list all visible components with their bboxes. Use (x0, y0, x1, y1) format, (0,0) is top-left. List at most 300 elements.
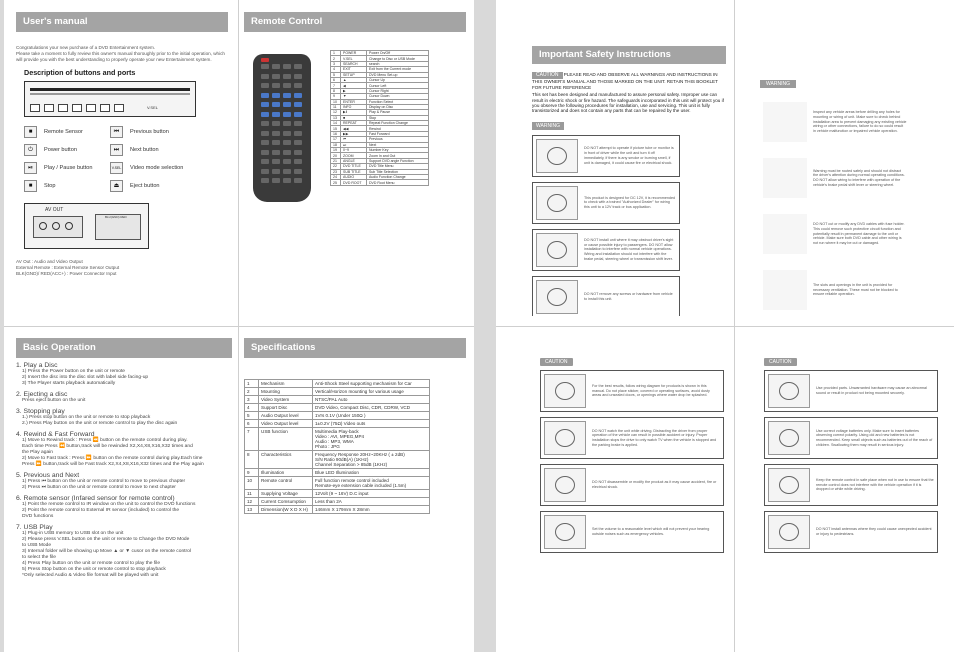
key-number: 5 (331, 72, 341, 77)
instruction-illustration (544, 515, 586, 549)
faceplate-key (86, 104, 96, 112)
key-number: 21 (331, 158, 341, 163)
safety-title: Important Safety Instructions (532, 46, 726, 64)
basic-operation-panel (16, 338, 232, 648)
rear-ports-diagram (24, 203, 149, 249)
key-number: 11 (331, 104, 341, 109)
button-legend-item (110, 143, 206, 157)
warning-illustration (763, 270, 807, 310)
button-legend-label: Remote Sensor (44, 129, 83, 136)
remote-key (283, 64, 291, 69)
remote-key (261, 159, 269, 164)
caution-tag: CAUTION (532, 72, 563, 79)
right-sheet (496, 0, 954, 652)
spec-row (245, 506, 430, 514)
instruction-illustration (536, 233, 578, 267)
remote-key (272, 102, 280, 107)
intro-text: Congratulations your new purchase of a DVD Entertainment system. Please take a moment to fully review this owner's manual thoroughly prior to the initial operation, which will provide you with the best understanding to properly operate your new Entertainment system. (16, 45, 225, 62)
button-legend-item (24, 161, 110, 175)
remote-key (272, 112, 280, 117)
specifications-panel (244, 338, 466, 648)
button-legend-label: Play / Pause button (44, 165, 93, 172)
faceplate-key (30, 104, 40, 112)
spec-name: Remote control (259, 477, 313, 490)
key-number: 23 (331, 169, 341, 174)
key-name: AUDIO (341, 174, 367, 179)
faceplate-key (44, 104, 54, 112)
remote-power-key (261, 58, 269, 62)
key-function: Fast Forward (367, 131, 429, 136)
button-legend-label: Eject button (130, 183, 160, 190)
operation-line: 2) Please press V.SEL button on the unit or remote to Change the DVD Mode (22, 537, 190, 542)
remote-key (283, 74, 291, 79)
spec-value: Multimedia Play-back Video : AVI, MPEG,MP4 Audio : MP3, WMA Photo : JPG (313, 428, 430, 451)
instruction-text: For the best results, follow wiring diagram for products is shown in this manual. Do not place sticker, covered or operating surfaces, avoid dusty areas and unsealed doors, or openings where water drop be splashed. (592, 383, 710, 398)
instruction-illustration (768, 468, 810, 502)
key-number: 10 (331, 99, 341, 104)
key-number: 19 (331, 148, 341, 153)
spec-number: 13 (245, 506, 259, 514)
key-function: Audio Function Change (367, 174, 429, 179)
button-icon: ⏯ (24, 162, 37, 174)
instruction-text: Keep the remote control in safe place when not in use to ensure that the remote control does not interfere with the vehicle operation if it is dropped or while while driving. (816, 477, 934, 492)
key-function: Cursor Left (367, 83, 429, 88)
key-function: Play & Pause (367, 110, 429, 115)
spec-value: Less than 2A (313, 498, 430, 506)
key-number: 13 (331, 115, 341, 120)
operation-line: Each time Press ⏪ button,track will be rewinded X2,X4,X8,X16,X32 times and (22, 444, 193, 449)
button-legend-item (110, 161, 206, 175)
key-name: ⏮ (341, 137, 367, 142)
key-number: 18 (331, 142, 341, 147)
faceplate-key (114, 104, 124, 112)
instruction-text: DO NOT watch the unit while driving. Distracting the driver from proper operation of the vehicle can result in possible accident or injury. Proper installation stops the drive to only watch TV when the vehicle is stopped and the parking brake is applied. (592, 428, 717, 447)
spec-row (245, 388, 430, 396)
spec-name: Characteristics (259, 451, 313, 469)
instruction-box (532, 182, 680, 224)
operation-line: 1) Plug-in USB memory to USB slot on the unit (22, 531, 124, 536)
instruction-text: This product is designed for DC 12V, it is recommended to check with a trained "Authorized Dealer" for wiring this unit to a 12V track or bus application. (584, 195, 676, 210)
spec-number: 12 (245, 498, 259, 506)
key-function: Stop (367, 115, 429, 120)
remote-key (261, 83, 269, 88)
remote-key (261, 93, 269, 98)
key-number: 7 (331, 83, 341, 88)
key-name: ANGLE (341, 158, 367, 163)
warning-panel (760, 72, 910, 312)
instruction-illustration (544, 468, 586, 502)
key-function: DVD Menu Set-up (367, 72, 429, 77)
spec-row (245, 380, 430, 388)
remote-key (261, 112, 269, 117)
operation-line: 2.) Press Play button on the unit or remote control to play the disc again (22, 421, 178, 426)
instruction-illustration (768, 515, 810, 549)
operation-heading: 1. Play a Disc (16, 362, 58, 369)
button-icon: ■ (24, 126, 37, 138)
spec-value: NTSC/PAL Auto (313, 396, 430, 404)
operation-line: 2) Press ⏭ button on the unit or remote control to move to next chapter (22, 485, 176, 490)
remote-key (294, 121, 302, 126)
button-legend-item (24, 179, 110, 193)
button-legend-label: Stop (44, 183, 56, 190)
remote-key (272, 131, 280, 136)
operation-line: the Play again (22, 450, 53, 455)
remote-key-row (331, 180, 429, 185)
operation-line: 2) Insert the disc into the disc slot with label side facing-up (22, 375, 149, 380)
warning2-tag: WARNING (760, 80, 796, 88)
remote-key (294, 64, 302, 69)
spec-value: Anti-Shock Steel supporting mechanism for Car (313, 380, 430, 388)
caution-panel-2 (764, 350, 938, 645)
key-function: Cursor Up (367, 77, 429, 82)
key-number: 17 (331, 137, 341, 142)
operation-heading: 6. Remote sensor (Infared sensor for remote control) (16, 495, 175, 502)
spec-number: 7 (245, 428, 259, 451)
operation-line: 2) Point the remote control to External IR sensor (included) to control the (22, 508, 180, 513)
key-name: ▲ (341, 77, 367, 82)
key-number: 24 (331, 174, 341, 179)
remote-key (272, 159, 280, 164)
basic-operation-title: Basic Operation (16, 338, 232, 358)
instruction-box (764, 370, 938, 412)
key-name: REPEAT (341, 121, 367, 126)
operation-line: 1) Press the Power button on the unit or remote (22, 369, 126, 374)
users-manual-panel (16, 12, 228, 317)
power-connector-label: BLU(GND) RED (105, 215, 127, 220)
key-name: EXIT (341, 67, 367, 72)
specifications-table (244, 379, 430, 514)
instruction-text: DO NOT attempt to operate if picture tube or monitor is in front of driver while the unit and turn it off immediately, if there is any smoke or burning smell, if unit is damaged, it could cause fire or electrical shock. (584, 146, 674, 165)
remote-key (272, 121, 280, 126)
users-manual-title: User's manual (16, 12, 228, 32)
instruction-illustration (544, 421, 586, 455)
remote-key (294, 112, 302, 117)
spec-number: 9 (245, 469, 259, 477)
warning-text: The slots and openings in the unit is provided for necessary ventilation. These must not be blocked to ensure reliable operation. (813, 282, 898, 297)
key-function: Zoom In and Out (367, 153, 429, 158)
spec-name: USB function (259, 428, 313, 451)
instruction-illustration (536, 186, 578, 220)
operation-heading: 5. Previous and Next (16, 472, 80, 479)
remote-key-row (331, 158, 429, 163)
spec-number: 10 (245, 477, 259, 490)
operation-heading: 7. USB Play (16, 524, 53, 531)
instruction-text: Set the volume to a reasonable level which will not prevent your hearing outside noises such as emergency vehicles. (592, 527, 710, 536)
remote-control-panel (244, 12, 466, 317)
instruction-box (540, 464, 724, 506)
remote-key (283, 83, 291, 88)
operation-line: 1.) Press stop button on the unit or remote to stop playback (22, 415, 151, 420)
key-name: SUB TITLE (341, 169, 367, 174)
key-number: 12 (331, 110, 341, 115)
remote-key (283, 93, 291, 98)
operation-line: to select the file (22, 555, 56, 560)
illustration-shape (779, 382, 799, 400)
instruction-text: Use provided parts. Unwarranted hardware may cause an abnormal sound or result in product not being mounted securely. (816, 386, 927, 395)
instruction-illustration (536, 139, 578, 173)
spec-name: Support Disc (259, 404, 313, 412)
illustration-shape (779, 476, 799, 494)
spec-name: Video Output level (259, 420, 313, 428)
specifications-title: Specifications (244, 338, 466, 358)
spec-row (245, 469, 430, 477)
remote-key (272, 64, 280, 69)
button-icon: ⏻ (24, 144, 37, 156)
instruction-illustration (768, 374, 810, 408)
spec-value: 12Volt (9 ~ 16V) D.C input (313, 490, 430, 498)
remote-key (272, 93, 280, 98)
safety-body: This set has been designed and manufactured to assure personal safety. Improper use can result in electric shock or fire hazard. The safeguards incorporated in this unit will protect you if you observe the following procedures for installation, use and servicing. This unit is fully transistorized and does not contain any parts that can be repaired by the user. (532, 92, 724, 114)
description-title: Description of buttons and ports (24, 68, 136, 78)
operation-line: to USB Mode (22, 543, 52, 548)
key-function: Display on Disc (367, 104, 429, 109)
instruction-illustration (768, 421, 810, 455)
warning-text: DO NOT cut or modify any DVD cables with fuse holder. This could remove such protective circuit function and potentially result in permanent damage to the unit or vehicle. Make sure both DVD cable and other wiring is not run where it may be cut or damaged. (813, 222, 905, 246)
operation-line: Press ⏩ button,track will be Fast track X2,X4,X8,X16,X32 times and the Play again (22, 462, 204, 467)
illustration-shape (547, 194, 567, 212)
instruction-box (540, 370, 724, 412)
spec-row (245, 477, 430, 490)
key-number: 8 (331, 88, 341, 93)
key-function: Sub Title Selection (367, 169, 429, 174)
spec-value: 1±0.2V (75Ω) Video outs (313, 420, 430, 428)
key-number: 14 (331, 121, 341, 126)
remote-key (294, 83, 302, 88)
key-function: Power On/Off (367, 51, 429, 56)
remote-key (261, 121, 269, 126)
remote-key (294, 74, 302, 79)
key-name: ▼ (341, 94, 367, 99)
warning-item (760, 206, 910, 262)
instruction-text: DO NOT install unit where it may obstruct driver's sight or cause possible injury to passengers. DO NOT allow installation to interfere with normal vehicle operations. Wiring and installation should not interfere with the brake pedal, steering wheel or transmission shift lever. (584, 238, 674, 261)
spec-number: 2 (245, 388, 259, 396)
remote-key (283, 159, 291, 164)
key-function: Support DVD angle Function (367, 158, 429, 163)
spec-number: 1 (245, 380, 259, 388)
faceplate-key (100, 104, 110, 112)
key-name: SETUP (341, 72, 367, 77)
remote-key (283, 178, 291, 183)
remote-key (272, 178, 280, 183)
remote-key (294, 102, 302, 107)
key-number: 20 (331, 153, 341, 158)
illustration-shape (555, 429, 575, 447)
spec-name: Video System (259, 396, 313, 404)
spec-name: Illumination (259, 469, 313, 477)
operation-line: Press eject button on the unit (22, 398, 86, 403)
illustration-shape (555, 382, 575, 400)
remote-key (294, 140, 302, 145)
remote-key (294, 159, 302, 164)
key-name: ▶ (341, 88, 367, 93)
remote-key (283, 169, 291, 174)
spec-row (245, 396, 430, 404)
spec-number: 4 (245, 404, 259, 412)
instruction-box (764, 464, 938, 506)
spec-row (245, 404, 430, 412)
instruction-text: DO NOT disassemble or modify the product as it may cause accident, fire or electrical shock. (592, 480, 717, 489)
button-legend-label: Previous button (130, 129, 169, 136)
spec-value: Vertical/Horizon mounting for various usage (313, 388, 430, 396)
instruction-text: DO NOT install antennas where they could cause unexpected accident or injury to pedestrians. (816, 527, 932, 536)
instruction-box (540, 417, 724, 459)
remote-key (272, 83, 280, 88)
key-number: 2 (331, 56, 341, 61)
spec-number: 5 (245, 412, 259, 420)
operation-line: 3) Internal folder will be showing up Move ▲ or ▼ cusor on the remote control (22, 549, 191, 554)
spec-value: 1Vrs 0.1V (Under 150Ω ) (313, 412, 430, 420)
key-name: ⏭ (341, 142, 367, 147)
faceplate-key (58, 104, 68, 112)
key-function: Cursor Down (367, 94, 429, 99)
button-legend-item (110, 125, 206, 139)
key-function: search (367, 61, 429, 66)
unit-faceplate (24, 81, 196, 117)
remote-key (261, 169, 269, 174)
operation-heading: 4. Rewind & Fast Forward (16, 431, 95, 438)
illustration-shape (555, 523, 575, 541)
remote-key (294, 93, 302, 98)
button-icon: ⏮ (110, 126, 123, 138)
key-name: ◀ (341, 83, 367, 88)
remote-key (283, 112, 291, 117)
warning-item (760, 262, 910, 312)
spec-name: Supplying Voltage (259, 490, 313, 498)
left-sheet (4, 0, 474, 652)
remote-key (261, 178, 269, 183)
button-icon: V.SEL (110, 162, 123, 174)
instruction-box (764, 417, 938, 459)
remote-key (261, 102, 269, 107)
operation-line: 4) Press Play button on the unit or remote control to play the file (22, 561, 161, 566)
key-name: ZOOM (341, 153, 367, 158)
spec-number: 8 (245, 451, 259, 469)
operation-line: 1) Press ⏮ button on the unit or remote control to move to previous chapter (22, 479, 186, 484)
key-number: 4 (331, 67, 341, 72)
illustration-shape (547, 288, 567, 306)
warning-tag: WARNING (532, 122, 564, 130)
key-function: Cursor Right (367, 88, 429, 93)
remote-key (261, 150, 269, 155)
caution1-tag: CAUTION (540, 358, 573, 366)
caution2-tag: CAUTION (764, 358, 797, 366)
button-legend-item (24, 143, 110, 157)
spec-value: DVD Video, Compact Disc, CDR, CDRW, VCD (313, 404, 430, 412)
instruction-illustration (536, 280, 578, 314)
operation-line: DVD functions (22, 514, 54, 519)
key-name: 0~9 (341, 148, 367, 153)
remote-key (272, 169, 280, 174)
warning-item (760, 150, 910, 206)
spec-number: 3 (245, 396, 259, 404)
key-function: Repeat Function Change (367, 121, 429, 126)
remote-key (294, 150, 302, 155)
remote-key (261, 131, 269, 136)
button-legend-item (110, 179, 206, 193)
key-name: ◀◀ (341, 126, 367, 131)
spec-value: Full function remote control included Remote-eye extension cable included (1.5m) (313, 477, 430, 490)
key-number: 3 (331, 61, 341, 66)
instruction-text: DO NOT remove any screws or hardware from vehicle to install this unit. (584, 292, 673, 301)
operation-line: 5) Press Stop button on the unit or remote control to stop playback (22, 567, 166, 572)
instruction-box (532, 276, 680, 316)
operation-line: 1) Move to Rewind track : Press ⏪ button on the remote control during play. (22, 438, 188, 443)
remote-key (283, 121, 291, 126)
spec-number: 11 (245, 490, 259, 498)
instruction-illustration (544, 374, 586, 408)
warning-illustration (763, 102, 807, 142)
caution-text: PLEASE READ AND OBSERVE ALL WARNINGS AND INSTRUCTIONS IN THIS OWNER'S MANUAL AND THOSE MARKED ON THE UNIT. RETAIN THIS BOOKLET FOR FUTURE REFERENCE (532, 72, 718, 90)
spec-value: Frequency Response 20Hz~20KHz ( ± 2dB) S/N Ratio 90dB(A) (1KHz) Channel Separation > 85dB (1KHz) (313, 451, 430, 469)
operation-line: 3) The Player starts playback automatically (22, 381, 116, 386)
remote-key (294, 178, 302, 183)
operation-line: 2) Move to Fast track : Press ⏩ button on the remote control during play.Each time (22, 456, 203, 461)
key-name: V.SEL (341, 56, 367, 61)
key-number: 16 (331, 131, 341, 136)
spec-name: Dimension(W X D X H) (259, 506, 313, 514)
key-function: Previous (367, 137, 429, 142)
remote-key (294, 131, 302, 136)
instruction-box (532, 229, 680, 271)
warning-text: Inspect any vehicle areas before drilling any holes for mounting or wiring of unit. Make sure to check behind installation area to prevent damaging any existing vehicle wiring or other connections, failure to do so could result in vehicle malfunction or impaired vehicle operation. (813, 110, 907, 134)
remote-control-title: Remote Control (244, 12, 466, 32)
key-name: ▶‖ (341, 110, 367, 115)
spec-number: 6 (245, 420, 259, 428)
key-number: 25 (331, 180, 341, 185)
remote-key (294, 169, 302, 174)
key-function: Number Key (367, 148, 429, 153)
button-icon: ⏏ (110, 180, 123, 192)
warning-illustration (763, 214, 807, 254)
remote-key (261, 140, 269, 145)
remote-key (272, 74, 280, 79)
key-name: ■ (341, 115, 367, 120)
spec-row (245, 451, 430, 469)
key-name: POWER (341, 51, 367, 56)
av-out-label: AV OUT (45, 207, 64, 214)
key-name: DVD TITLE (341, 164, 367, 169)
spec-value: Blue LED Illumination (313, 469, 430, 477)
button-icon: ■ (24, 180, 37, 192)
button-legend-item (24, 125, 110, 139)
illustration-shape (547, 241, 567, 259)
key-name: INFO (341, 104, 367, 109)
faceplate-key (72, 104, 82, 112)
instruction-box (532, 135, 680, 177)
vsel-label: V.SEL (147, 105, 158, 111)
key-function: Next (367, 142, 429, 147)
key-number: 22 (331, 164, 341, 169)
operation-line: *Only selected Audio & Video file format will be played with unit (22, 573, 159, 578)
button-legend (24, 123, 228, 195)
button-legend-label: Video mode selection (130, 165, 184, 172)
remote-key (283, 131, 291, 136)
button-icon: ⏭ (110, 144, 123, 156)
spec-row (245, 490, 430, 498)
operation-heading: 2. Ejecting a disc (16, 391, 68, 398)
warning-text: Warning must be routed safely and should not distract the driver's attention during normal operating conditions. DO NOT allow wiring to interfere with operation of the vehicle's brake pedal shift lever or steering wheel. (813, 168, 905, 187)
key-function: Rewind (367, 126, 429, 131)
caution-panel-1 (540, 350, 724, 645)
key-number: 1 (331, 51, 341, 56)
key-function: Exit from the Current mode (367, 67, 429, 72)
key-name: DVD ROOT (341, 180, 367, 185)
remote-key-row (331, 56, 429, 61)
spec-row (245, 420, 430, 428)
key-function: DVD Root Menu (367, 180, 429, 185)
key-function: DVD Title Menu (367, 164, 429, 169)
illustration-shape (547, 147, 567, 165)
